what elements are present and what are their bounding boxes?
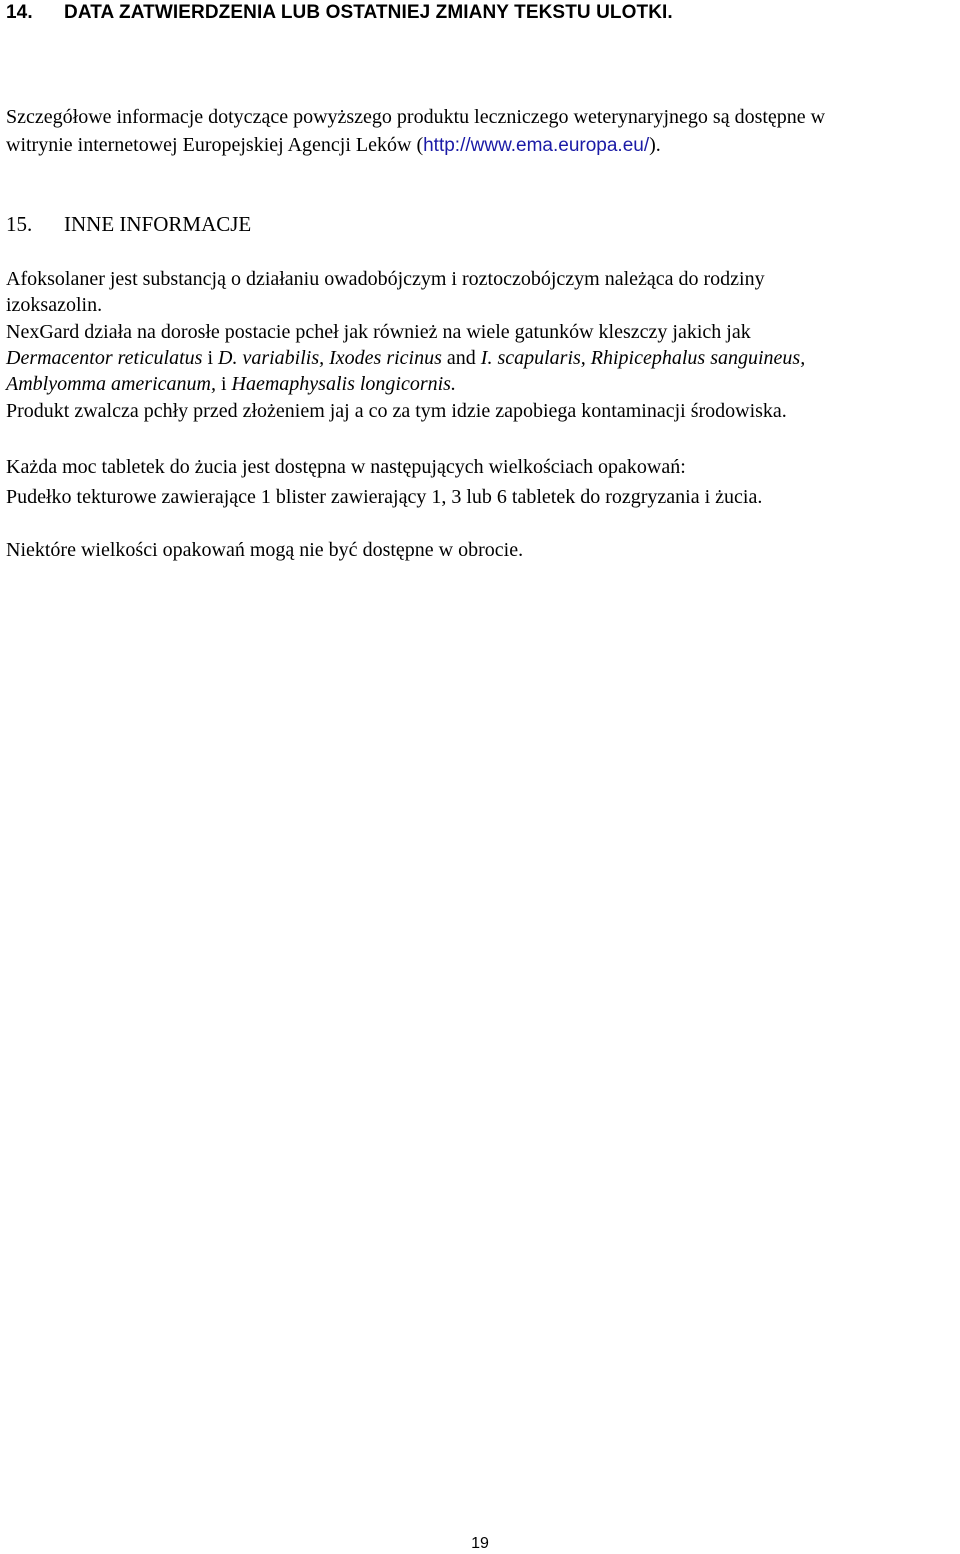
section-14-title: DATA ZATWIERDZENIA LUB OSTATNIEJ ZMIANY TEKSTU ULOTKI. bbox=[64, 2, 673, 23]
section-14-heading bbox=[6, 2, 673, 24]
section-14-text-prefix: witrynie internetowej Europejskiej Agencji Leków ( bbox=[6, 134, 424, 156]
species-dermacentor: Dermacentor reticulatus bbox=[6, 347, 203, 369]
section-14-text-line-1: Szczegółowe informacje dotyczące powyższego produktu leczniczego weterynaryjnego są dostępne w bbox=[6, 106, 826, 128]
section-14-text-suffix: ). bbox=[649, 134, 661, 156]
section-14-text-line-2 bbox=[6, 133, 661, 158]
species-haemaphysalis: Haemaphysalis longicornis. bbox=[231, 373, 456, 395]
conjunction-i-2: i bbox=[215, 373, 232, 395]
paragraph-2-line-1: NexGard działa na dorosłe postacie pcheł jak również na wiele gatunków kleszczy jakich jak bbox=[6, 321, 751, 343]
conjunction-and: and bbox=[441, 347, 481, 369]
paragraph-2-line-3 bbox=[6, 372, 456, 396]
paragraph-3: Produkt zwalcza pchły przed złożeniem jaj a co za tym idzie zapobiega kontaminacji środowiska. bbox=[6, 400, 787, 422]
species-scapularis-rhipicephalus: I. scapularis, Rhipicephalus sanguineus, bbox=[480, 347, 806, 369]
paragraph-4-line-2: Pudełko tekturowe zawierające 1 blister zawierający 1, 3 lub 6 tabletek do rozgryzania i żucia. bbox=[6, 486, 763, 508]
species-amblyomma: Amblyomma americanum, bbox=[6, 373, 216, 395]
section-15-title: INNE INFORMACJE bbox=[64, 212, 252, 236]
paragraph-1-line-2: izoksazolin. bbox=[6, 294, 103, 316]
conjunction-i: i bbox=[202, 347, 219, 369]
paragraph-4-line-1: Każda moc tabletek do żucia jest dostępna w następujących wielkościach opakowań: bbox=[6, 456, 686, 478]
section-15-number: 15. bbox=[6, 212, 33, 236]
ema-website-link[interactable]: http://www.ema.europa.eu/ bbox=[423, 135, 650, 156]
page-number: 19 bbox=[471, 1535, 489, 1552]
paragraph-5: Niektóre wielkości opakowań mogą nie być dostępne w obrocie. bbox=[6, 539, 524, 561]
section-14-number: 14. bbox=[6, 2, 33, 23]
section-15-heading bbox=[6, 212, 251, 237]
paragraph-2-line-2 bbox=[6, 346, 805, 370]
paragraph-1-line-1: Afoksolaner jest substancją o działaniu owadobójczym i roztoczobójczym należąca do rodziny bbox=[6, 268, 765, 290]
species-variabilis-ixodes: D. variabilis, Ixodes ricinus bbox=[218, 347, 442, 369]
